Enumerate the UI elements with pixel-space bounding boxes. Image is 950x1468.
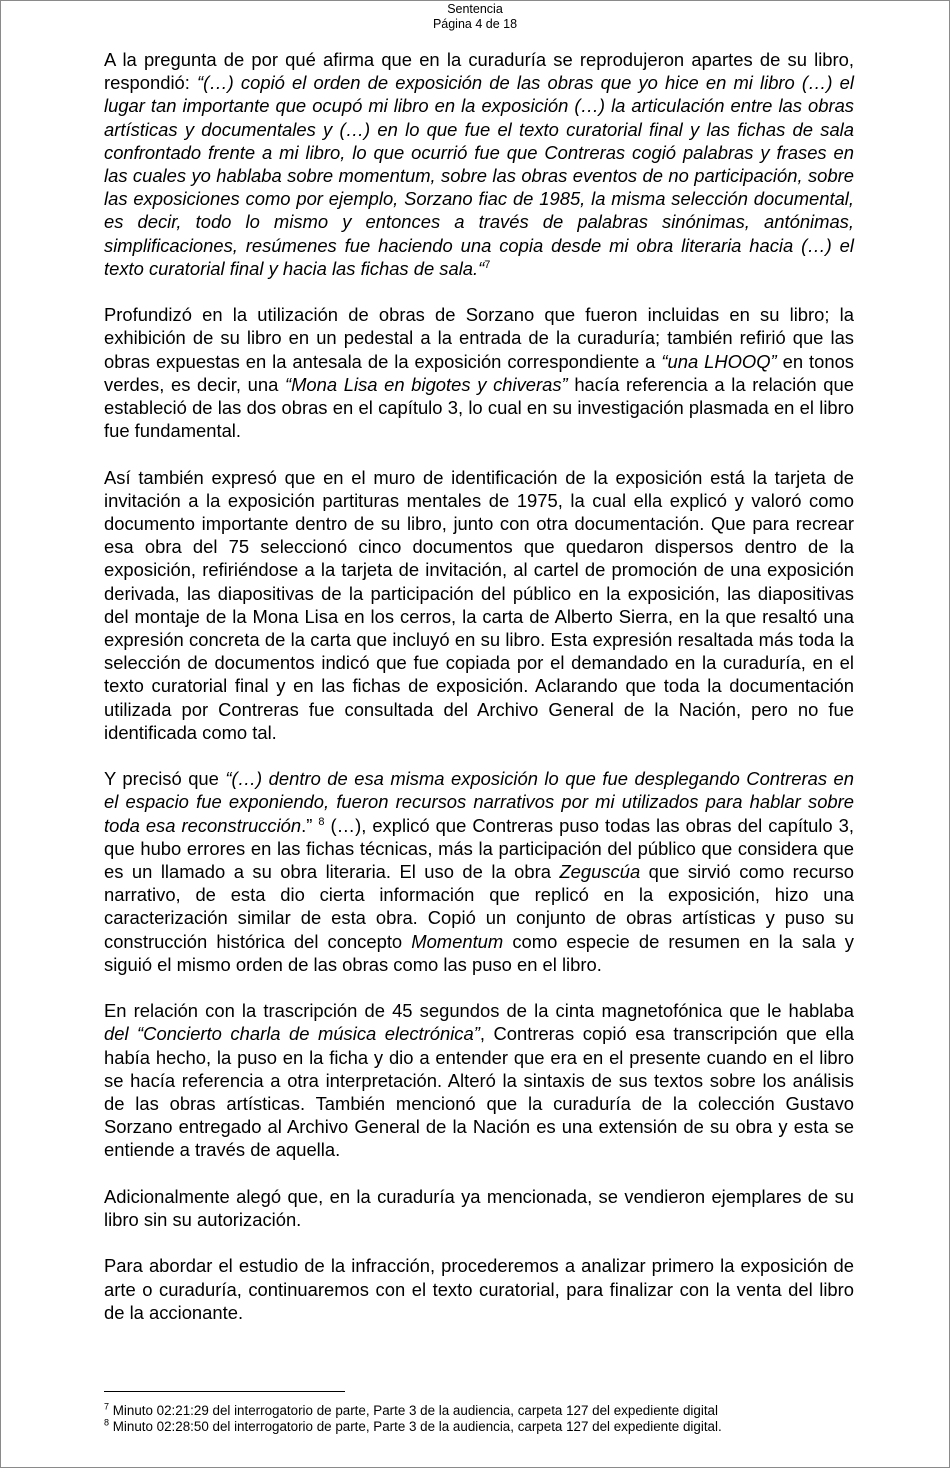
quotation: “(…) copió el orden de exposición de las obras que yo hice en mi libro (…) el lugar tan importante que ocupó mi libro en la exposición (…) la articulación entre las obras artísticas y documentales y (…) en lo que fue el texto curatorial final y las fichas de sala confrontado frente a mi libro, lo que ocurrió fue que Contreras cogió palabras y frases en las cuales yo hablaba sobre momentum, sobre las obras eventos de no participación, sobre las exposiciones como por ejemplo, Sorzano fiac de 1985, la misma selección documental, es decir, todo lo mismo y entonces a través de palabras sinónimas, antónimas, simplificaciones, resúmenes fue haciendo una copia desde mi obra literaria hacia (…) el texto curatorial final y hacia las fichas de sala.“ — [104, 72, 854, 279]
footnote-8 — [104, 1419, 864, 1435]
footnote-7 — [104, 1403, 864, 1419]
paragraph-text: (…), explicó que Contreras puso todas las obras del capítulo 3, que hubo errores en las fichas técnicas, más la participación del público que considera que es un llamado a su obra literaria. El uso de la obra — [104, 814, 854, 883]
italic-phrase: Momentum — [411, 930, 504, 952]
paragraph-6: Adicionalmente alegó que, en la curaduría ya mencionada, se vendieron ejemplares de su libro sin su autorización. — [104, 1185, 854, 1231]
footnote-divider — [104, 1391, 345, 1392]
paragraph-7: Para abordar el estudio de la infracción, procederemos a analizar primero la exposición de arte o curaduría, continuaremos con el texto curatorial, para finalizar con la venta del libro de la accionante. — [104, 1255, 854, 1323]
italic-phrase: del “Concierto charla de música electrónica” — [104, 1023, 480, 1045]
paragraph-4 — [104, 767, 854, 976]
footnote-ref-8: 8 — [318, 815, 325, 828]
paragraph-text: A la pregunta de por qué afirma que en la curaduría se reprodujeron apartes de su libro, respondió: — [104, 49, 854, 94]
paragraph-3: Así también expresó que en el muro de identificación de la exposición está la tarjeta de invitación a la exposición partituras mentales de 1975, la cual ella explicó y valoró como documento importante dentro de su libro, junto con otra documentación. Que para recrear esa obra del 75 seleccionó cinco documentos que quedaron dispersos dentro de la exposición, refiriéndose a la tarjeta de invitación, al cartel de promoción de una exposición derivada, las diapositivas de la participación del público en la exposición, las diapositivas del montaje de la Mona Lisa en los cerros, la carta de Alberto Sierra, en la que resaltó una expresión concreta de la carta que incluyó en su libro. Esta expresión resaltada más toda la selección de documentos indicó que fue copiada por el demandado en la curaduría, en el texto curatorial final y en las fichas de exposición. Aclarando que toda la documentación utilizada por Contreras fue consultada del Archivo General de la Nación, pero no fue identificada como tal. — [104, 466, 854, 743]
paragraph-text: En relación con la trascripción de 45 segundos de la cinta magnetofónica que le hablaba — [104, 1000, 854, 1022]
paragraph-text: , Contreras copió esa transcripción que ella había hecho, la puso en la ficha y dio a entender que era en el presente cuando en el libro se hacía referencia a otra interpretación. Alteró la sintaxis de sus textos sobre los análisis de las obras artísticas. También mencionó que la curaduría de la colección Gustavo Sorzano entregado al Archivo General de la Nación es una extensión de su obra y esta se entiende a través de aquella. — [104, 1023, 855, 1161]
quotation: “(…) dentro de esa misma exposición lo que fue desplegando Contreras en el espacio fue exponiendo, fueron recursos narrativos por mi utilizados para hablar sobre toda esa reconstrucción — [104, 768, 854, 836]
page-number: Página 4 de 18 — [432, 17, 518, 31]
paragraph-text: que sirvió como recurso narrativo, de esta dio cierta información que replicó en la exposición, hizo una caracterización similar de esta obra. Copió un conjunto de obras artísticas y puso su construcción histórica del concepto — [104, 861, 854, 952]
paragraph-text: Y precisó que — [104, 768, 226, 790]
footnote-text: Minuto 02:21:29 del interrogatorio de parte, Parte 3 de la audiencia, carpeta 127 del expediente digital — [109, 1403, 718, 1418]
document-title: Sentencia — [447, 2, 503, 16]
paragraph-text: Profundizó en la utilización de obras de Sorzano que fueron incluidas en su libro; la exhibición de su libro en un pedestal a la entrada de la curaduría; también refirió que las obras expuestas en la antesala de la exposición correspondiente a — [104, 304, 854, 372]
paragraph-text: en tonos verdes, es decir, una — [104, 350, 855, 395]
document-body — [104, 48, 854, 1347]
italic-phrase: Zeguscúa — [559, 861, 641, 883]
footnotes — [104, 1391, 864, 1435]
paragraph-text: hacía referencia a la relación que estableció de las dos obras en el capítulo 3, lo cual en su investigación plasmada en el libro fue fundamental. — [104, 373, 854, 442]
footnote-text: Minuto 02:28:50 del interrogatorio de parte, Parte 3 de la audiencia, carpeta 127 del expediente digital. — [109, 1419, 722, 1434]
italic-phrase: “una LHOOQ” — [661, 350, 777, 372]
paragraph-1 — [104, 48, 854, 280]
page-header — [0, 2, 950, 32]
paragraph-5 — [104, 999, 854, 1161]
footnote-ref-7: 7 — [484, 258, 491, 271]
italic-phrase: “Mona Lisa en bigotes y chiveras” — [284, 373, 568, 395]
paragraph-text: como especie de resumen en la sala y siguió el mismo orden de las obras como las puso en el libro. — [104, 930, 854, 975]
footnote-number: 8 — [104, 1417, 110, 1428]
paragraph-text: .” — [301, 814, 319, 836]
footnote-number: 7 — [104, 1401, 110, 1412]
paragraph-2 — [104, 303, 854, 442]
